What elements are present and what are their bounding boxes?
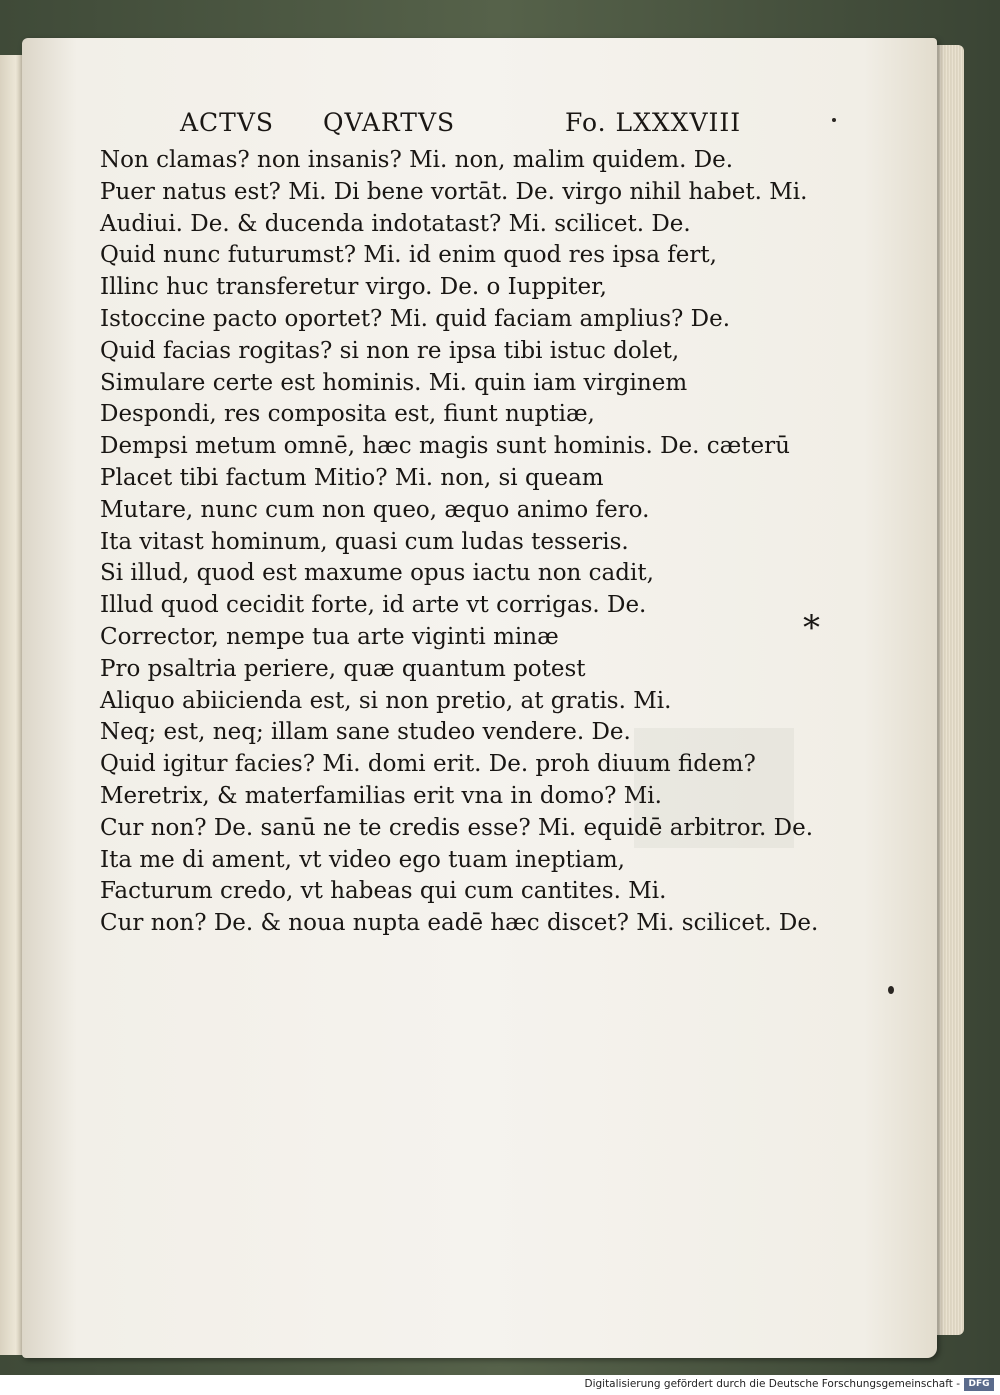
verse-line: Placet tibi factum Mitio? Mi. non, si queam [100, 464, 604, 491]
verse-line: Simulare certe est hominis. Mi. quin iam virginem [100, 369, 688, 396]
verse-line: Illinc huc transferetur virgo. De. o Iuppiter, [100, 274, 607, 301]
margin-asterisk: * [803, 608, 820, 648]
verse-line: Aliquo abiicienda est, si non pretio, at gratis. Mi. [100, 687, 672, 714]
verse-line: Cur non? De. sanū ne te credis esse? Mi. equidē arbitror. De. [100, 814, 814, 841]
verse-line: Pro psaltria periere, quæ quantum potest [100, 655, 586, 682]
running-head-middle: QVARTVS [323, 108, 456, 137]
verse-line: Istoccine pacto oportet? Mi. quid faciam amplius? De. [100, 305, 731, 332]
verse-line: Si illud, quod est maxume opus iactu non cadit, [100, 560, 654, 587]
verse-text [100, 145, 819, 940]
verse-line: Quid nunc futurumst? Mi. id enim quod res ipsa fert, [100, 242, 717, 269]
verse-line: Neq; est, neq; illam sane studeo vendere. De. [100, 719, 631, 746]
verse-line: Illud quod cecidit forte, id arte vt corrigas. De. [100, 592, 647, 619]
verse-line: Audiui. De. & ducenda indotatast? Mi. scilicet. De. [100, 210, 691, 237]
verse-line: Cur non? De. & noua nupta eadē hæc discet? Mi. scilicet. De. [100, 910, 819, 937]
ink-speck [888, 986, 894, 994]
verse-line: Quid facias rogitas? si non re ipsa tibi istuc dolet, [100, 337, 680, 364]
verse-line: Mutare, nunc cum non queo, æquo animo fero. [100, 496, 650, 523]
verse-line: Corrector, nempe tua arte viginti minæ [100, 623, 559, 650]
verse-line: Despondi, res composita est, fiunt nuptiæ, [100, 401, 595, 428]
verse-line: Ita vitast hominum, quasi cum ludas tesseris. [100, 528, 629, 555]
running-head [180, 108, 760, 138]
verse-line: Ita me di ament, vt video ego tuam ineptiam, [100, 846, 625, 873]
verse-line: Facturum credo, vt habeas qui cum cantites. Mi. [100, 878, 667, 905]
digitization-footer [0, 1375, 1000, 1395]
dfg-logo: DFG [964, 1378, 994, 1391]
verse-line: Dempsi metum omnē, hæc magis sunt hominis. De. cæterū [100, 433, 790, 460]
verse-line: Non clamas? non insanis? Mi. non, malim quidem. De. [100, 147, 734, 173]
verse-line: Puer natus est? Mi. Di bene vortāt. De. virgo nihil habet. Mi. [100, 178, 808, 205]
ink-speck [832, 118, 836, 122]
folio-number: Fo. LXXXVIII [565, 108, 742, 137]
running-head-left: ACTVS [180, 108, 275, 137]
footer-credit: Digitalisierung gefördert durch die Deutsche Forschungsgemeinschaft - [584, 1378, 960, 1390]
verse-line: Quid igitur facies? Mi. domi erit. De. proh diuum fidem? [100, 751, 756, 778]
verse-line: Meretrix, & materfamilias erit vna in domo? Mi. [100, 782, 662, 809]
